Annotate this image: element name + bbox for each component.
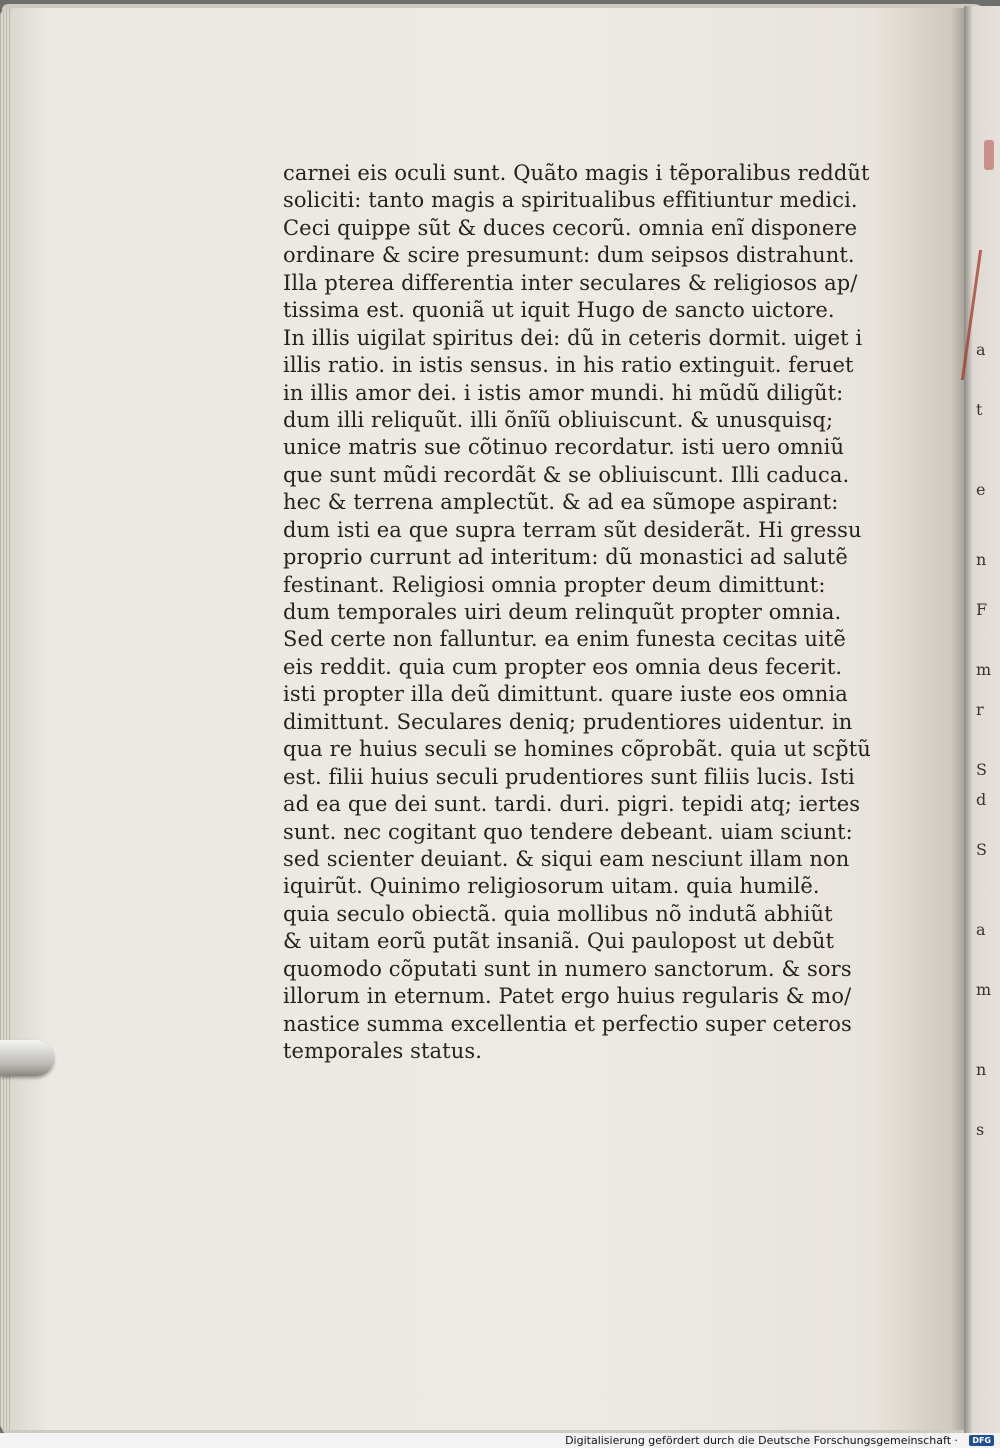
text-line: iquirũt. Quinimo religiosorum uitam. quia humilẽ. bbox=[283, 874, 820, 899]
text-line: que sunt mũdi recordãt & se obliuiscunt. Illi caduca. bbox=[283, 462, 850, 487]
text-line: dum illi reliquũt. illi õnĩũ obliuiscunt. & unusquisq; bbox=[283, 407, 834, 432]
text-line: in illis amor dei. i istis amor mundi. hi mũdũ diligũt: bbox=[283, 380, 844, 405]
text-line: sunt. nec cogitant quo tendere debeant. uiam sciunt: bbox=[283, 819, 853, 844]
text-block bbox=[283, 160, 871, 1065]
text-line: dimittunt. Seculares deniq; prudentiores uidentur. in bbox=[283, 709, 853, 734]
text-line: sed scienter deuiant. & siqui eam nesciunt illam non bbox=[283, 846, 850, 871]
rubric-mark bbox=[984, 140, 994, 170]
text-line: festinant. Religiosi omnia propter deum dimittunt: bbox=[283, 572, 826, 597]
text-line: eis reddit. quia cum propter eos omnia deus fecerit. bbox=[283, 654, 843, 679]
text-line: unice matris sue cõtinuo recordatur. isti uero omniũ bbox=[283, 435, 845, 460]
facing-page-glyphs: a t e n F m r S d S a m n s bbox=[976, 340, 992, 1139]
text-line: proprio currunt ad interitum: dũ monastici ad salutẽ bbox=[283, 545, 848, 570]
text-line: ordinare & scire presumunt: dum seipsos distrahunt. bbox=[283, 243, 855, 268]
footer-credit: Digitalisierung gefördert durch die Deutsche Forschungsgemeinschaft · bbox=[565, 1434, 958, 1447]
dfg-logo: DFG bbox=[969, 1435, 994, 1446]
text-line: illorum in eternum. Patet ergo huius regularis & mo/ bbox=[283, 984, 852, 1009]
text-line: qua re huius seculi se homines cõprobãt. quia ut scp̃tũ bbox=[283, 737, 871, 762]
text-line: tissima est. quoniã ut iquit Hugo de sancto uictore. bbox=[283, 298, 835, 323]
page-clip bbox=[0, 1040, 54, 1076]
text-line: illis ratio. in istis sensus. in his ratio extinguit. feruet bbox=[283, 353, 854, 378]
text-line: quia seculo obiectã. quia mollibus nõ indutã abhiũt bbox=[283, 901, 833, 926]
text-line: hec & terrena amplectũt. & ad ea sũmope aspirant: bbox=[283, 490, 839, 515]
text-line: est. filii huius seculi prudentiores sunt filiis lucis. Isti bbox=[283, 764, 855, 789]
text-line: Ceci quippe sũt & duces cecorũ. omnia enĩ disponere bbox=[283, 215, 858, 240]
text-line: In illis uigilat spiritus dei: dũ in ceteris dormit. uiget i bbox=[283, 325, 863, 350]
text-line: temporales status. bbox=[283, 1039, 482, 1063]
text-line: Illa pterea differentia inter seculares & religiosos ap/ bbox=[283, 270, 858, 295]
text-line: Sed certe non falluntur. ea enim funesta cecitas uitẽ bbox=[283, 627, 846, 652]
text-line: nastice summa excellentia et perfectio super ceteros bbox=[283, 1011, 852, 1036]
text-line: dum isti ea que supra terram sũt desiderãt. Hi gressu bbox=[283, 517, 862, 542]
text-line: soliciti: tanto magis a spiritualibus effitiuntur medici. bbox=[283, 188, 858, 213]
text-line: ad ea que dei sunt. tardi. duri. pigri. tepidi atq; iertes bbox=[283, 792, 861, 817]
text-line: isti propter illa deũ dimittunt. quare iuste eos omnia bbox=[283, 682, 848, 707]
text-line: dum temporales uiri deum relinquũt propter omnia. bbox=[283, 600, 842, 624]
text-line: carnei eis oculi sunt. Quãto magis i tẽporalibus reddũt bbox=[283, 161, 870, 185]
text-line: quomodo cõputati sunt in numero sanctorum. & sors bbox=[283, 956, 852, 981]
text-line: & uitam eorũ putãt insaniã. Qui paulopost ut debũt bbox=[283, 929, 835, 954]
